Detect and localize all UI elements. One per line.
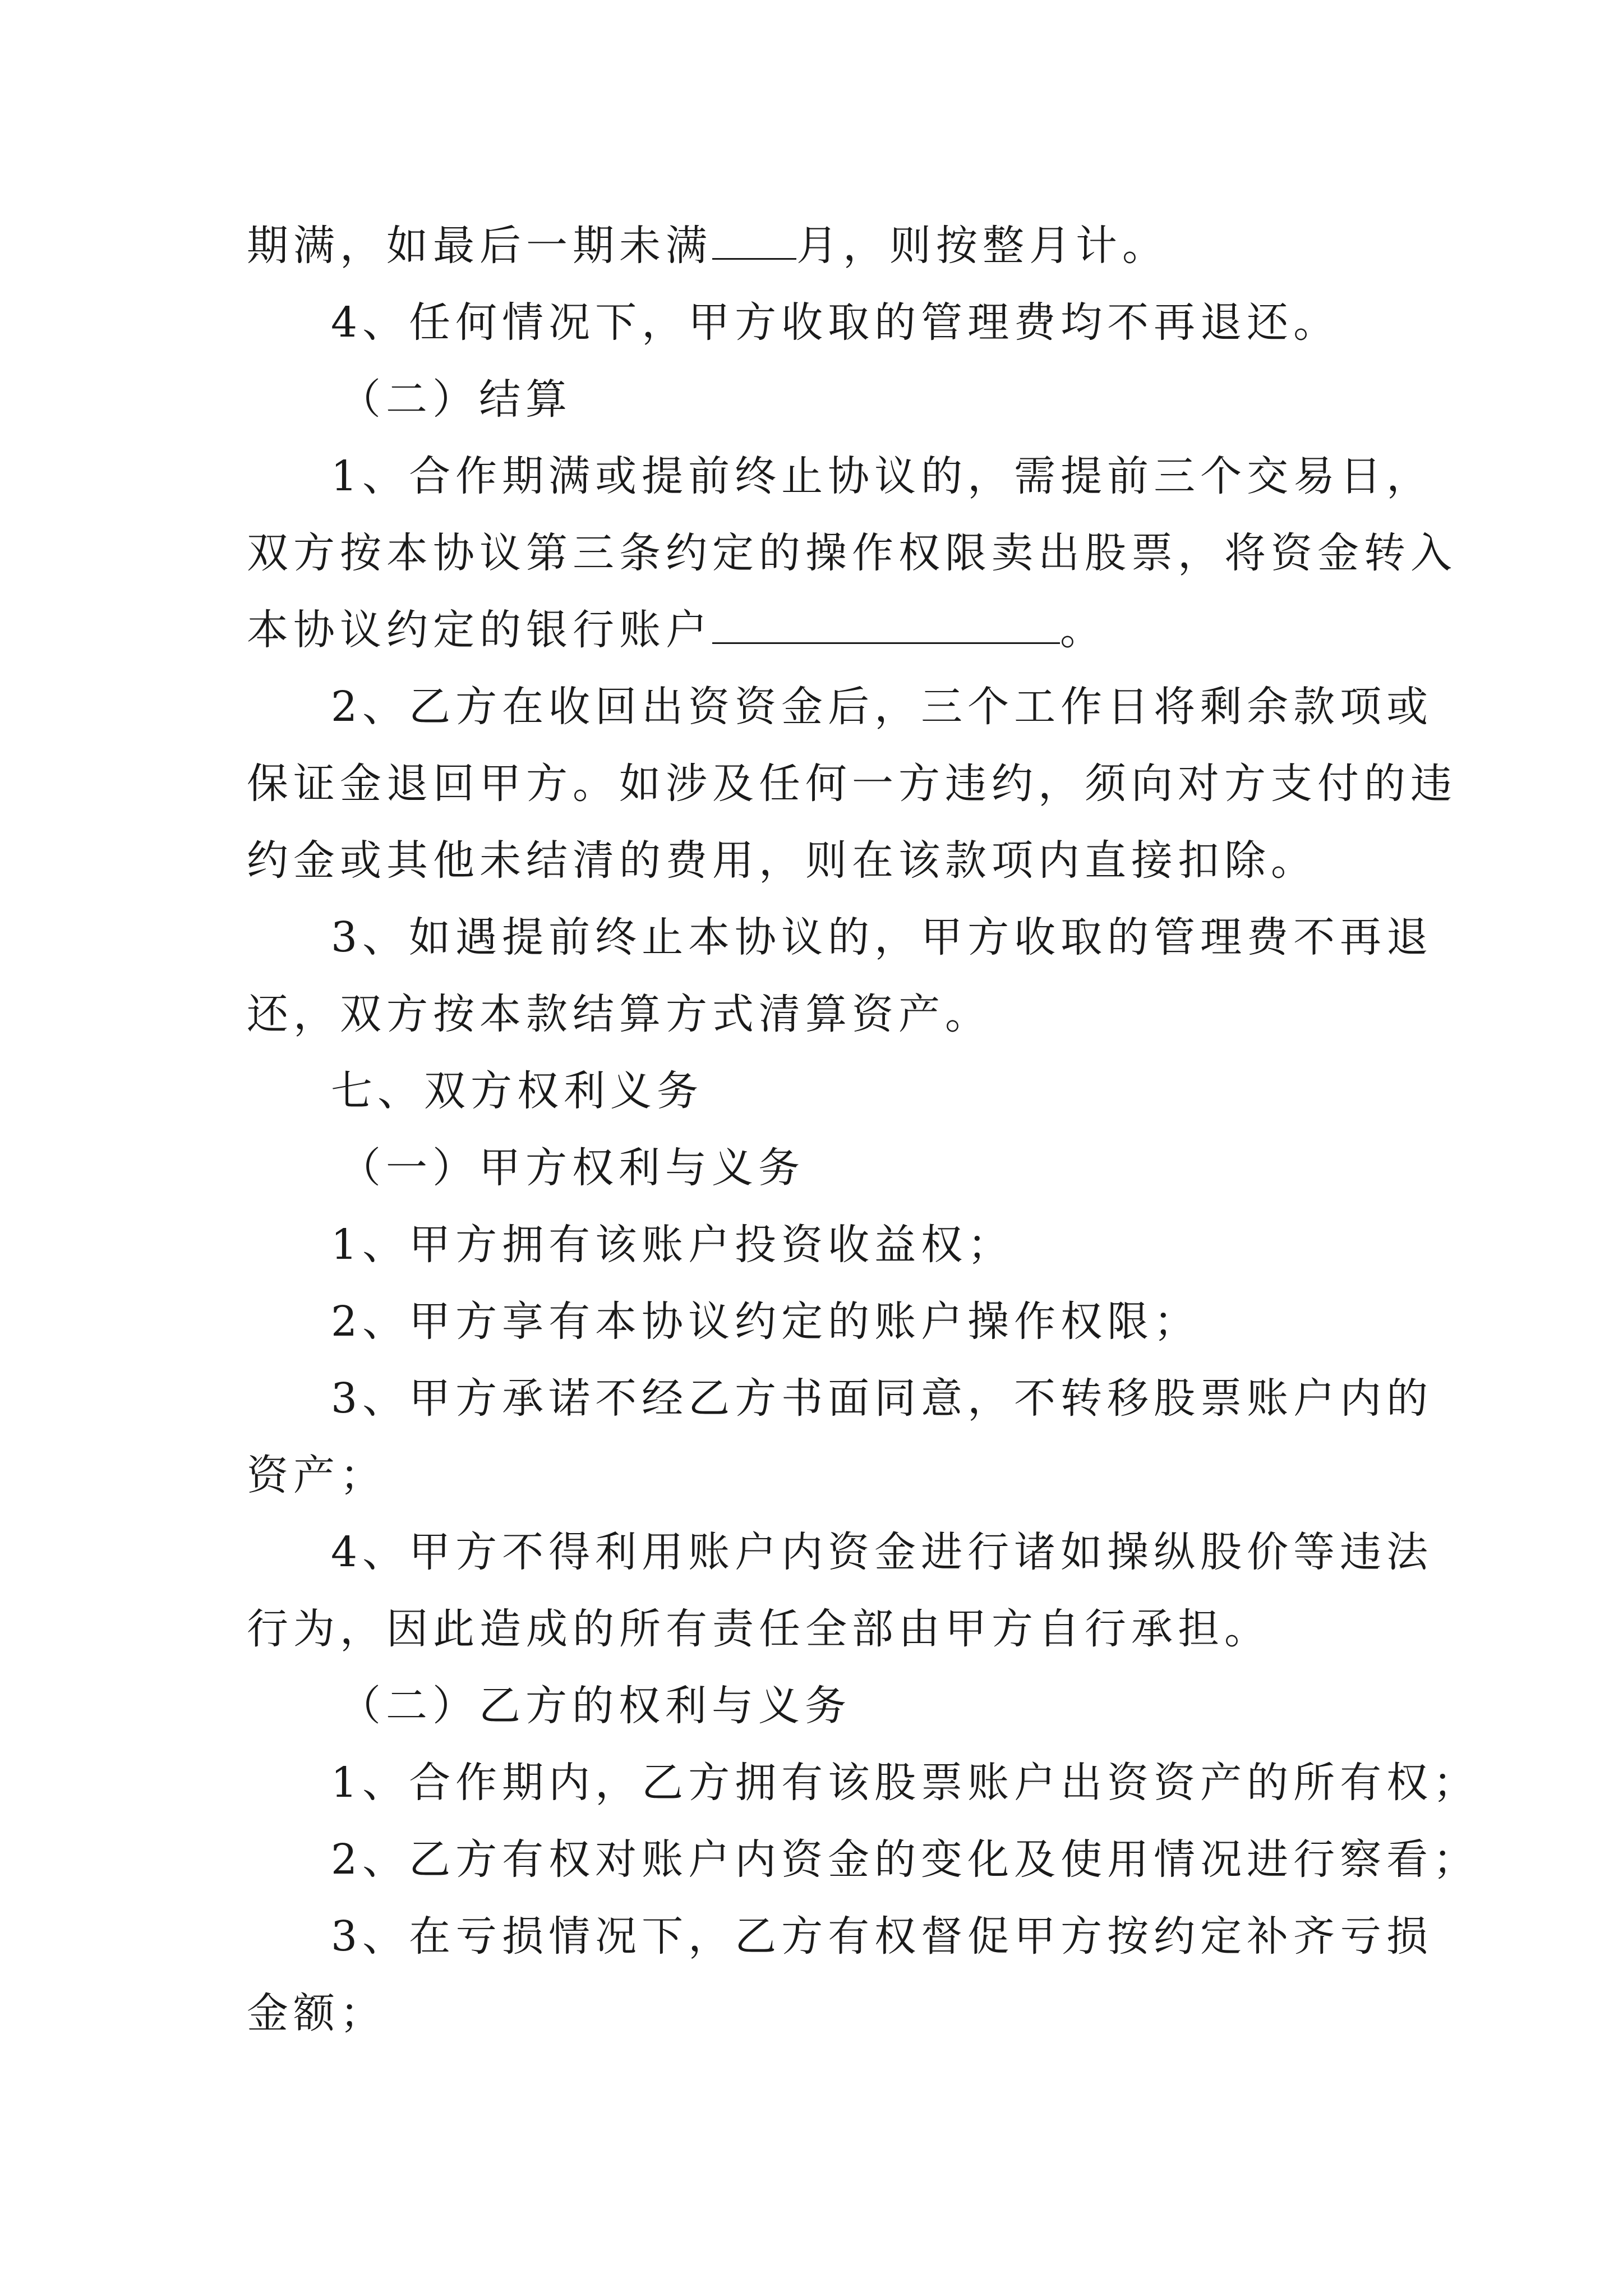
- subsection-heading: （一）甲方权利与义务: [339, 1144, 805, 1192]
- paragraph-line: 金额；: [247, 1989, 386, 2037]
- line-text: 。: [1060, 606, 1106, 654]
- paragraph-line: [247, 592, 1391, 669]
- paragraph-line: [247, 208, 1391, 284]
- line-text: 期满，如最后一期未满: [247, 222, 712, 270]
- fill-in-blank: [712, 220, 796, 260]
- paragraph-line: 1、合作期满或提前终止协议的，需提前三个交易日，: [331, 452, 1433, 500]
- section-heading: （二）结算: [339, 375, 572, 424]
- paragraph-line: 3、如遇提前终止本协议的，甲方收取的管理费不再退: [331, 913, 1433, 961]
- paragraph-line: 3、在亏损情况下，乙方有权督促甲方按约定补齐亏损: [331, 1912, 1433, 1961]
- line-text: 本协议约定的银行账户: [247, 606, 712, 654]
- paragraph-line: 行为，因此造成的所有责任全部由甲方自行承担。: [247, 1605, 1271, 1653]
- paragraph-line: 资产；: [247, 1451, 386, 1499]
- paragraph-line: 2、乙方有权对账户内资金的变化及使用情况进行察看；: [331, 1835, 1480, 1884]
- section-heading: 七、双方权利义务: [331, 1067, 703, 1115]
- paragraph-line: 约金或其他未结清的费用，则在该款项内直接扣除。: [247, 836, 1317, 885]
- paragraph-line: 1、甲方拥有该账户投资收益权；: [331, 1221, 1015, 1269]
- subsection-heading: （二）乙方的权利与义务: [339, 1682, 851, 1730]
- fill-in-blank: [712, 605, 1060, 644]
- paragraph-line: 1、合作期内，乙方拥有该股票账户出资资产的所有权；: [331, 1759, 1480, 1807]
- paragraph-line: 还，双方按本款结算方式清算资产。: [247, 990, 992, 1038]
- paragraph-line: 4、任何情况下，甲方收取的管理费均不再退还。: [331, 298, 1340, 347]
- paragraph-line: 保证金退回甲方。如涉及任何一方违约，须向对方支付的违: [247, 760, 1457, 808]
- paragraph-line: 2、乙方在收回出资资金后，三个工作日将剩余款项或: [331, 683, 1433, 731]
- paragraph-line: 2、甲方享有本协议约定的账户操作权限；: [331, 1297, 1201, 1346]
- paragraph-line: 双方按本协议第三条约定的操作权限卖出股票，将资金转入: [247, 529, 1457, 577]
- paragraph-line: 3、甲方承诺不经乙方书面同意，不转移股票账户内的: [331, 1374, 1433, 1423]
- paragraph-line: 4、甲方不得利用账户内资金进行诸如操纵股价等违法: [331, 1528, 1433, 1576]
- line-text: 月，则按整月计。: [796, 222, 1169, 270]
- document-body: [247, 208, 1480, 2052]
